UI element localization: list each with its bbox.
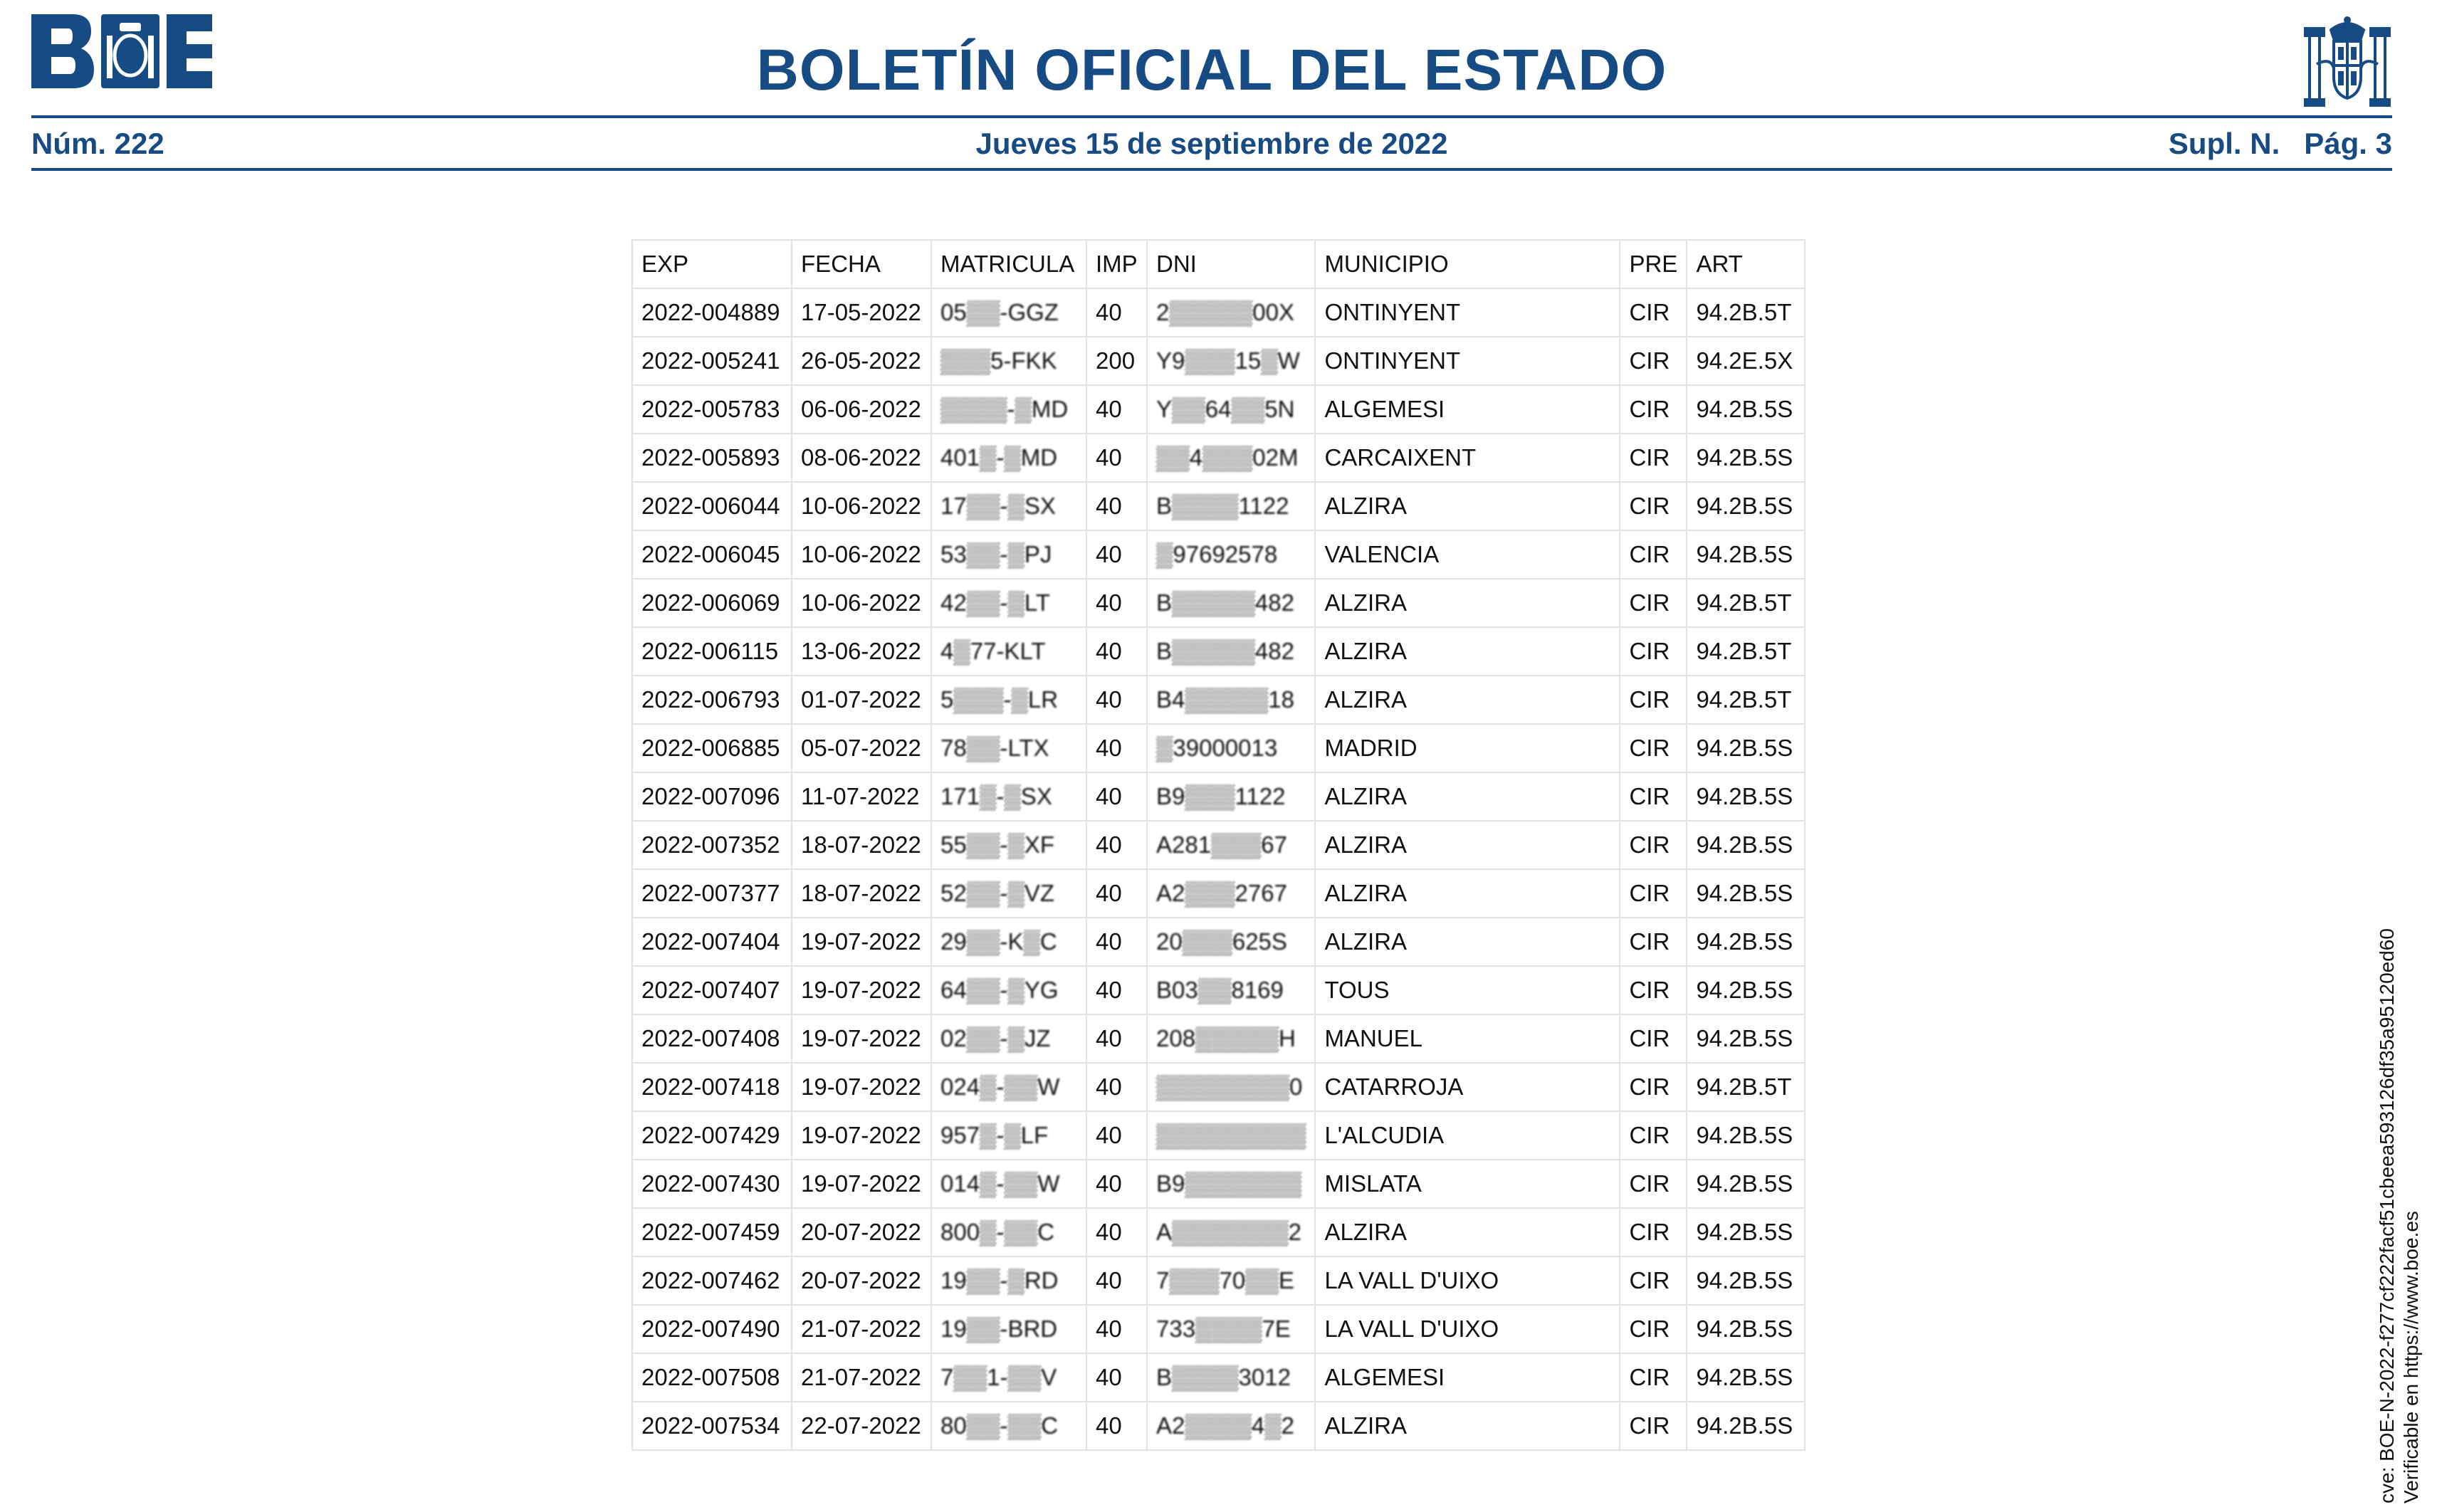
table-cell: 19▒▒-BRD bbox=[931, 1305, 1086, 1353]
table-cell: 2022-004889 bbox=[632, 288, 792, 337]
table-cell: B▒▒▒▒3012 bbox=[1147, 1353, 1315, 1402]
column-header: ART bbox=[1687, 240, 1805, 288]
table-cell: CIR bbox=[1620, 724, 1687, 772]
table-cell: CARCAIXENT bbox=[1315, 434, 1620, 482]
table-cell: 94.2B.5S bbox=[1687, 869, 1805, 918]
table-row bbox=[632, 288, 1805, 337]
table-cell: ONTINYENT bbox=[1315, 288, 1620, 337]
table-cell: 2022-006793 bbox=[632, 676, 792, 724]
table-cell: 40 bbox=[1086, 724, 1147, 772]
table-cell: 19-07-2022 bbox=[792, 1014, 931, 1063]
table-cell: 94.2B.5S bbox=[1687, 434, 1805, 482]
table-cell: ONTINYENT bbox=[1315, 337, 1620, 385]
header-rule-top bbox=[31, 115, 2392, 118]
table-cell: 05▒▒-GGZ bbox=[931, 288, 1086, 337]
table-cell: 7▒▒1-▒▒V bbox=[931, 1353, 1086, 1402]
page-number: Pág. 3 bbox=[2304, 127, 2392, 160]
table-cell: 2022-006069 bbox=[632, 579, 792, 627]
table-row bbox=[632, 385, 1805, 434]
table-cell: 06-06-2022 bbox=[792, 385, 931, 434]
cve-code: cve: BOE-N-2022-f277cf222facf51cbeea593126df35a95120ed60 bbox=[2376, 928, 2398, 1503]
table-cell: 94.2B.5S bbox=[1687, 821, 1805, 869]
table-cell: 2022-007490 bbox=[632, 1305, 792, 1353]
table-cell: 55▒▒-▒XF bbox=[931, 821, 1086, 869]
page-title: BOLETÍN OFICIAL DEL ESTADO bbox=[756, 38, 1667, 103]
table-cell: B4▒▒▒▒▒18 bbox=[1147, 676, 1315, 724]
table-cell: ▒▒▒5-FKK bbox=[931, 337, 1086, 385]
table-cell: 94.2B.5T bbox=[1687, 1063, 1805, 1111]
table-cell: CIR bbox=[1620, 966, 1687, 1014]
table-cell: B9▒▒▒1122 bbox=[1147, 772, 1315, 821]
table-cell: 800▒-▒▒C bbox=[931, 1208, 1086, 1256]
table-row bbox=[632, 918, 1805, 966]
table-cell: 2022-007408 bbox=[632, 1014, 792, 1063]
table-cell: CIR bbox=[1620, 1111, 1687, 1160]
table-row bbox=[632, 1111, 1805, 1160]
page-header bbox=[31, 14, 2392, 171]
table-cell: 2022-007377 bbox=[632, 869, 792, 918]
table-cell: 94.2B.5S bbox=[1687, 1305, 1805, 1353]
sanctions-table bbox=[632, 239, 1806, 1451]
table-cell: MISLATA bbox=[1315, 1160, 1620, 1208]
table-cell: 20▒▒▒625S bbox=[1147, 918, 1315, 966]
table-cell: 2022-007459 bbox=[632, 1208, 792, 1256]
table-row bbox=[632, 821, 1805, 869]
column-header: MUNICIPIO bbox=[1315, 240, 1620, 288]
table-row bbox=[632, 966, 1805, 1014]
table-cell: 42▒▒-▒LT bbox=[931, 579, 1086, 627]
table-cell: 18-07-2022 bbox=[792, 821, 931, 869]
table-cell: 29▒▒-K▒C bbox=[931, 918, 1086, 966]
issue-number: Núm. 222 bbox=[31, 127, 164, 160]
table-cell: 2022-005241 bbox=[632, 337, 792, 385]
table-cell: 40 bbox=[1086, 918, 1147, 966]
table-cell: 94.2B.5T bbox=[1687, 627, 1805, 676]
table-cell: 40 bbox=[1086, 821, 1147, 869]
table-row bbox=[632, 724, 1805, 772]
table-cell: 2022-006045 bbox=[632, 530, 792, 579]
table-cell: 19-07-2022 bbox=[792, 966, 931, 1014]
table-cell: 17▒▒-▒SX bbox=[931, 482, 1086, 530]
table-cell: 20-07-2022 bbox=[792, 1256, 931, 1305]
table-cell: CIR bbox=[1620, 1402, 1687, 1450]
table-cell: B03▒▒8169 bbox=[1147, 966, 1315, 1014]
table-cell: 18-07-2022 bbox=[792, 869, 931, 918]
table-cell: ALZIRA bbox=[1315, 482, 1620, 530]
table-cell: 2022-006885 bbox=[632, 724, 792, 772]
column-header: MATRICULA bbox=[931, 240, 1086, 288]
table-cell: LA VALL D'UIXO bbox=[1315, 1256, 1620, 1305]
table-cell: CIR bbox=[1620, 288, 1687, 337]
table-cell: CIR bbox=[1620, 1014, 1687, 1063]
table-cell: 014▒-▒▒W bbox=[931, 1160, 1086, 1208]
table-cell: 40 bbox=[1086, 1256, 1147, 1305]
table-cell: 2022-007462 bbox=[632, 1256, 792, 1305]
table-cell: ALZIRA bbox=[1315, 1208, 1620, 1256]
table-cell: LA VALL D'UIXO bbox=[1315, 1305, 1620, 1353]
table-cell: 2022-005783 bbox=[632, 385, 792, 434]
table-cell: CIR bbox=[1620, 1160, 1687, 1208]
table-cell: ▒97692578 bbox=[1147, 530, 1315, 579]
table-cell: 10-06-2022 bbox=[792, 579, 931, 627]
table-header-row bbox=[632, 240, 1805, 288]
table-cell: 2022-006115 bbox=[632, 627, 792, 676]
table-cell: 40 bbox=[1086, 1353, 1147, 1402]
table-row bbox=[632, 579, 1805, 627]
table-body bbox=[632, 288, 1805, 1450]
table-cell: 2022-006044 bbox=[632, 482, 792, 530]
table-cell: 10-06-2022 bbox=[792, 482, 931, 530]
table-cell: 2022-007534 bbox=[632, 1402, 792, 1450]
table-cell: ▒▒▒▒▒▒▒▒▒ bbox=[1147, 1111, 1315, 1160]
table-cell: 40 bbox=[1086, 530, 1147, 579]
table-cell: ALZIRA bbox=[1315, 821, 1620, 869]
table-cell: CIR bbox=[1620, 869, 1687, 918]
table-cell: 2022-007352 bbox=[632, 821, 792, 869]
table-cell: 94.2E.5X bbox=[1687, 337, 1805, 385]
column-header: PRE bbox=[1620, 240, 1687, 288]
table-row bbox=[632, 627, 1805, 676]
table-cell: 80▒▒-▒▒C bbox=[931, 1402, 1086, 1450]
table-cell: 40 bbox=[1086, 482, 1147, 530]
table-cell: ALZIRA bbox=[1315, 772, 1620, 821]
table-cell: CIR bbox=[1620, 337, 1687, 385]
table-cell: 40 bbox=[1086, 869, 1147, 918]
table-cell: VALENCIA bbox=[1315, 530, 1620, 579]
table-cell: A2▒▒▒2767 bbox=[1147, 869, 1315, 918]
table-row bbox=[632, 1063, 1805, 1111]
table-row bbox=[632, 337, 1805, 385]
table-cell: 40 bbox=[1086, 627, 1147, 676]
table-cell: 94.2B.5T bbox=[1687, 676, 1805, 724]
table-cell: MADRID bbox=[1315, 724, 1620, 772]
table-cell: B▒▒▒▒1122 bbox=[1147, 482, 1315, 530]
table-cell: 19-07-2022 bbox=[792, 1111, 931, 1160]
table-cell: CIR bbox=[1620, 434, 1687, 482]
table-cell: 2022-007430 bbox=[632, 1160, 792, 1208]
table-cell: ALZIRA bbox=[1315, 918, 1620, 966]
table-cell: 2022-005893 bbox=[632, 434, 792, 482]
table-cell: 40 bbox=[1086, 434, 1147, 482]
table-cell: 171▒-▒SX bbox=[931, 772, 1086, 821]
table-cell: 733▒▒▒▒7E bbox=[1147, 1305, 1315, 1353]
table-cell: 2022-007096 bbox=[632, 772, 792, 821]
table-cell: CIR bbox=[1620, 1256, 1687, 1305]
table-cell: 53▒▒-▒PJ bbox=[931, 530, 1086, 579]
table-cell: 40 bbox=[1086, 385, 1147, 434]
table-cell: 19-07-2022 bbox=[792, 1063, 931, 1111]
table-cell: 13-06-2022 bbox=[792, 627, 931, 676]
table-cell: ALZIRA bbox=[1315, 869, 1620, 918]
table-cell: CIR bbox=[1620, 1208, 1687, 1256]
table-row bbox=[632, 1353, 1805, 1402]
table-cell: 19▒▒-▒RD bbox=[931, 1256, 1086, 1305]
table-cell: A2▒▒▒▒4▒2 bbox=[1147, 1402, 1315, 1450]
table-cell: 94.2B.5S bbox=[1687, 1160, 1805, 1208]
table-cell: 2022-007407 bbox=[632, 966, 792, 1014]
table-cell: CIR bbox=[1620, 385, 1687, 434]
table-cell: 26-05-2022 bbox=[792, 337, 931, 385]
table-cell: ALZIRA bbox=[1315, 579, 1620, 627]
table-cell: 024▒-▒▒W bbox=[931, 1063, 1086, 1111]
table-cell: 40 bbox=[1086, 1111, 1147, 1160]
table-cell: 2022-007429 bbox=[632, 1111, 792, 1160]
table-cell: A▒▒▒▒▒▒▒2 bbox=[1147, 1208, 1315, 1256]
table-row bbox=[632, 482, 1805, 530]
table-cell: 94.2B.5S bbox=[1687, 482, 1805, 530]
table-cell: ▒▒▒▒-▒MD bbox=[931, 385, 1086, 434]
table-row bbox=[632, 1014, 1805, 1063]
table-cell: 02▒▒-▒JZ bbox=[931, 1014, 1086, 1063]
table-cell: 94.2B.5S bbox=[1687, 966, 1805, 1014]
table-cell: 78▒▒-LTX bbox=[931, 724, 1086, 772]
table-cell: CATARROJA bbox=[1315, 1063, 1620, 1111]
table-cell: ALGEMESI bbox=[1315, 385, 1620, 434]
table-cell: 94.2B.5S bbox=[1687, 772, 1805, 821]
table-cell: 94.2B.5S bbox=[1687, 1353, 1805, 1402]
table-cell: 7▒▒▒70▒▒E bbox=[1147, 1256, 1315, 1305]
verification-text bbox=[2375, 928, 2423, 1503]
table-cell: 200 bbox=[1086, 337, 1147, 385]
table-cell: 94.2B.5S bbox=[1687, 1256, 1805, 1305]
table-cell: 21-07-2022 bbox=[792, 1305, 931, 1353]
table-cell: CIR bbox=[1620, 1353, 1687, 1402]
table-cell: 94.2B.5S bbox=[1687, 385, 1805, 434]
column-header: EXP bbox=[632, 240, 792, 288]
table-cell: CIR bbox=[1620, 772, 1687, 821]
table-cell: 40 bbox=[1086, 1160, 1147, 1208]
supplement-label: Supl. N. bbox=[2168, 127, 2280, 160]
table-cell: 94.2B.5S bbox=[1687, 1014, 1805, 1063]
table-cell: 957▒-▒LF bbox=[931, 1111, 1086, 1160]
table-cell: 40 bbox=[1086, 1402, 1147, 1450]
table-cell: 08-06-2022 bbox=[792, 434, 931, 482]
table-cell: 94.2B.5S bbox=[1687, 1208, 1805, 1256]
table-cell: 10-06-2022 bbox=[792, 530, 931, 579]
table-cell: 94.2B.5T bbox=[1687, 288, 1805, 337]
column-header: IMP bbox=[1086, 240, 1147, 288]
table-cell: 40 bbox=[1086, 1305, 1147, 1353]
table-cell: 208▒▒▒▒▒H bbox=[1147, 1014, 1315, 1063]
table-row bbox=[632, 1402, 1805, 1450]
table-cell: 94.2B.5T bbox=[1687, 579, 1805, 627]
table-cell: 40 bbox=[1086, 1208, 1147, 1256]
table-cell: 2022-007404 bbox=[632, 918, 792, 966]
table-cell: CIR bbox=[1620, 1305, 1687, 1353]
table-cell: 40 bbox=[1086, 772, 1147, 821]
table-cell: CIR bbox=[1620, 918, 1687, 966]
table-row bbox=[632, 676, 1805, 724]
table-cell: 40 bbox=[1086, 966, 1147, 1014]
table-cell: 2022-007508 bbox=[632, 1353, 792, 1402]
table-cell: A281▒▒▒67 bbox=[1147, 821, 1315, 869]
table-cell: 52▒▒-▒VZ bbox=[931, 869, 1086, 918]
table-cell: B▒▒▒▒▒482 bbox=[1147, 579, 1315, 627]
table-cell: 21-07-2022 bbox=[792, 1353, 931, 1402]
table-cell: 94.2B.5S bbox=[1687, 724, 1805, 772]
table-cell: 40 bbox=[1086, 1063, 1147, 1111]
table-cell: ALZIRA bbox=[1315, 676, 1620, 724]
table-cell: 11-07-2022 bbox=[792, 772, 931, 821]
table-row bbox=[632, 1256, 1805, 1305]
table-cell: CIR bbox=[1620, 482, 1687, 530]
table-cell: ▒▒4▒▒▒02M bbox=[1147, 434, 1315, 482]
verify-url[interactable]: Verificable en https://www.boe.es bbox=[2400, 1211, 2422, 1503]
column-header: DNI bbox=[1147, 240, 1315, 288]
table-cell: 05-07-2022 bbox=[792, 724, 931, 772]
table-cell: 40 bbox=[1086, 1014, 1147, 1063]
table-row bbox=[632, 530, 1805, 579]
table-cell: 19-07-2022 bbox=[792, 1160, 931, 1208]
table-cell: CIR bbox=[1620, 821, 1687, 869]
table-cell: 94.2B.5S bbox=[1687, 530, 1805, 579]
table-row bbox=[632, 772, 1805, 821]
issue-date: Jueves 15 de septiembre de 2022 bbox=[975, 127, 1448, 160]
table-cell: 19-07-2022 bbox=[792, 918, 931, 966]
table-cell: 20-07-2022 bbox=[792, 1208, 931, 1256]
table-cell: ALGEMESI bbox=[1315, 1353, 1620, 1402]
table-cell: CIR bbox=[1620, 676, 1687, 724]
table-cell: ▒39000013 bbox=[1147, 724, 1315, 772]
table-row bbox=[632, 1305, 1805, 1353]
table-cell: CIR bbox=[1620, 1063, 1687, 1111]
table-cell: 22-07-2022 bbox=[792, 1402, 931, 1450]
table-cell: ALZIRA bbox=[1315, 1402, 1620, 1450]
table-cell: CIR bbox=[1620, 530, 1687, 579]
table-cell: 94.2B.5S bbox=[1687, 918, 1805, 966]
table-cell: B9▒▒▒▒▒▒▒ bbox=[1147, 1160, 1315, 1208]
table-cell: L'ALCUDIA bbox=[1315, 1111, 1620, 1160]
page-info bbox=[2144, 127, 2392, 161]
table-cell: 94.2B.5S bbox=[1687, 1111, 1805, 1160]
table-cell: ALZIRA bbox=[1315, 627, 1620, 676]
table-row bbox=[632, 434, 1805, 482]
table-cell: 2022-007418 bbox=[632, 1063, 792, 1111]
table-row bbox=[632, 1160, 1805, 1208]
table-cell: Y9▒▒▒15▒W bbox=[1147, 337, 1315, 385]
table-cell: B▒▒▒▒▒482 bbox=[1147, 627, 1315, 676]
table-cell: 2▒▒▒▒▒00X bbox=[1147, 288, 1315, 337]
table-cell: Y▒▒64▒▒5N bbox=[1147, 385, 1315, 434]
table-cell: CIR bbox=[1620, 579, 1687, 627]
table-row bbox=[632, 869, 1805, 918]
table-cell: 40 bbox=[1086, 579, 1147, 627]
table-cell: ▒▒▒▒▒▒▒▒0 bbox=[1147, 1063, 1315, 1111]
table-cell: 40 bbox=[1086, 676, 1147, 724]
table-cell: MANUEL bbox=[1315, 1014, 1620, 1063]
table-cell: 01-07-2022 bbox=[792, 676, 931, 724]
header-rule-bottom bbox=[31, 168, 2392, 171]
table-cell: 64▒▒-▒YG bbox=[931, 966, 1086, 1014]
table-cell: TOUS bbox=[1315, 966, 1620, 1014]
table-cell: 401▒-▒MD bbox=[931, 434, 1086, 482]
table-row bbox=[632, 1208, 1805, 1256]
column-header: FECHA bbox=[792, 240, 931, 288]
table-cell: CIR bbox=[1620, 627, 1687, 676]
table-cell: 4▒77-KLT bbox=[931, 627, 1086, 676]
table-cell: 5▒▒▒-▒LR bbox=[931, 676, 1086, 724]
table-cell: 40 bbox=[1086, 288, 1147, 337]
table-cell: 94.2B.5S bbox=[1687, 1402, 1805, 1450]
table-cell: 17-05-2022 bbox=[792, 288, 931, 337]
coat-of-arms-icon bbox=[2302, 14, 2392, 108]
